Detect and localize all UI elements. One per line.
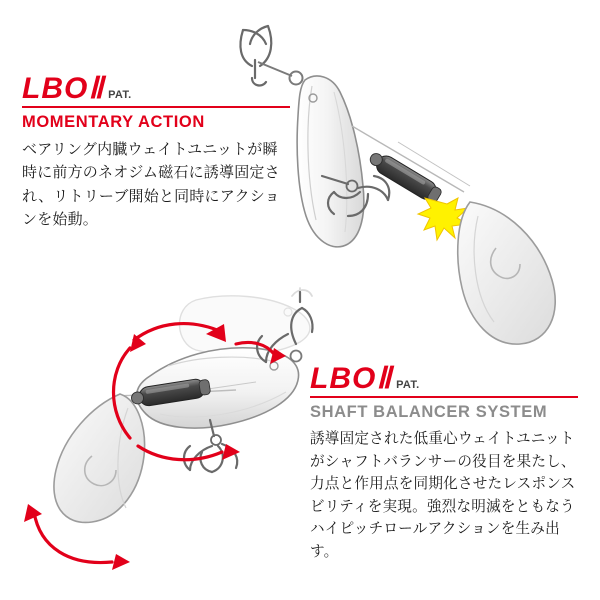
- shaft-balancer-block: [310, 362, 578, 564]
- lbo2-logo-bottom: [310, 362, 578, 394]
- divider-red-bottom: [310, 396, 578, 398]
- momentary-action-block: [22, 72, 290, 231]
- lbo2-pat-label-2: PAT.: [396, 379, 420, 391]
- bottom-sweep-arrow-head: [112, 554, 130, 570]
- lbo2-logo-top: [22, 72, 290, 104]
- bottom-lure-illustration: [24, 288, 313, 570]
- lbo2-logo-text-2: LBOⅡ: [310, 362, 393, 395]
- momentary-action-heading: MOMENTARY ACTION: [22, 113, 205, 131]
- divider-red-top: [22, 106, 290, 108]
- lbo2-pat-label: PAT.: [108, 89, 132, 101]
- shaft-balancer-heading: SHAFT BALANCER SYSTEM: [310, 403, 548, 421]
- momentary-action-body: ベアリング内臓ウェイトユニットが瞬時に前方のネオジム磁石に誘導固定され、リトリーブ開始と同時にアクションを始動。: [22, 141, 280, 228]
- bottom-sweep-arrow-head-2: [24, 504, 42, 522]
- lbo2-logo-text: LBOⅡ: [22, 72, 105, 105]
- shaft-balancer-body: 誘導固定された低重心ウェイトユニットがシャフトバランサーの役目を果たし、力点と作用点を同期化させたレスポンスビリティを実現。強烈な明滅をともなうハイピッチロールアクションを生み出す。: [310, 431, 576, 561]
